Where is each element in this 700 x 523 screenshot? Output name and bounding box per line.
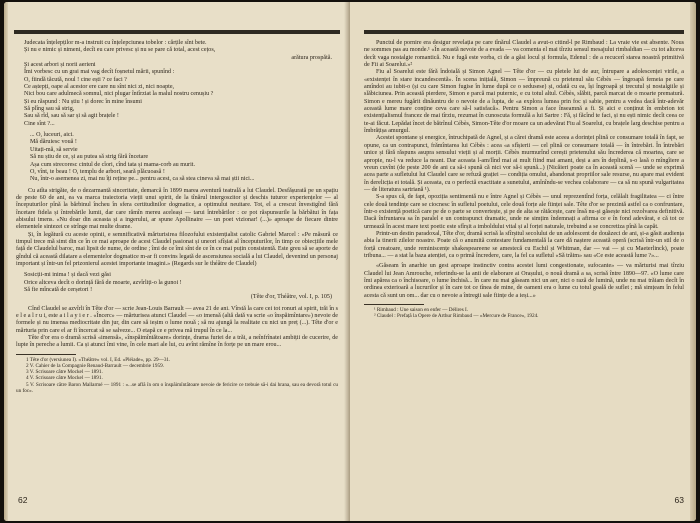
verse-line: Îmi vorbesc cu un grai mai vag decît foșnetul mării, spunînd : <box>24 69 175 76</box>
body-paragraph: Punctul de pornire era desigur revelația pe care tînărul Claudel a avut-o citind-l pe Rimbaud : La vraie vie est absente. Nous ne sommes pas au monde.¹ «În această nevoie de a evada — va comenta el mai tîrziu sensul mesajului rimbaldian — cu tot altceva decît vaga nostalgie romantică. Nu e fugă este vorba, ci de a găsi locul și formula, Edenul : de a recucerî starea noastră primitivă de Fii ai Soarelui.»² <box>364 40 684 69</box>
body-paragraph: Fiu al Soarelui este fără îndoială și Simon Agnel — Tête d'or — cu pletele lui de aur, întrupare a adolescenței virile, a «existenței în stare incandescentă». În scena inițială, Simon — împreună cu prietenul său Cébès — îngroapă femeia pe care amîndoi au iubit-o (și cu care Simon fugise în lume după ce o sedusese) și, odată cu ea, își îngroapă și trecutul și nostalgiile și slăbiciunea. Prin această pierdere, Simon e parcă mai puternic, e cu totul altul. Cébès, slăbit, parcă marcat de o moarte prematură. Simon e mereu fugărit dinăuntru de o nevoie de a lupta, de «a explora lumea prin foc și sabie, pentru a vedea dacă într-adevăr această lume mare conține ceva care să-l satisfacă». Pentru Simon a face înseamnă a fi. Și aici e conținut în embrion tot existențialismul francez de mai tîrziu, rezumat în cunoscuta formulă a lui Sartre : Fă, și făcînd te faci, și nu ești nimic decît ceea ce te-ai făcut. Lepădat încet de bătrînul Cébès, Simon-Tête d'or moare ca un adevărat Fiu al Soarelui, cu brațele larg deschise pentru a îmbrățișa amurgul. <box>364 69 684 135</box>
body-paragraph: S-a spus că, de fapt, opoziția sentimentă nu e între Agnel și Cébès — unul reprezentînd forța, celălalt fragilitatea — ci între cele două tendințe care se ciocnesc în sufletul poetului, cele două forțe ale ființei sale. Tête d'or se prezintă astfel ca o confruntare, într-o existență poetică care pe de o parte se convertește, și pe de alta se rătăcește, care însă nu-și găsește nici rezolvarea definitivă. Dacă înfruntarea sa în paralel e un contrapunct dramatic, unde ne simțim îndemnați a afirma ce e în fond adevărat, e că tot ce urmează în acest mare text poetic este sfîrșit a imboldului vital și al forței naturale, trebuind a se concretiza pînă la capăt. <box>364 194 684 230</box>
left-page-edge <box>4 2 8 521</box>
footnote-rule <box>16 354 76 355</box>
body-paragraph: Tête d'or era o dramă scrisă «imensă», «înspăimîntătoare» dorințe, drama furiei de a trăi, a neînfrînatei ambiții de cucerire, de lupte în pereche a lumii. Ca și atunci îmi vine, în cele mari ale lui, cu avînt rămîne în forțe pe un mare erou... <box>16 335 338 349</box>
verse-line: Nu, într-o asemenea zi, mai nu îți reține pe... pentru acest, ca să stea cineva să mai știi nici... <box>30 176 255 183</box>
body-paragraph: Cînd Claudel se azvîrli în Tête d'or — scrie Jean-Louis Barrault — avea 21 de ani. Vîrstă la care cei tot ronuri ai spirit, trăi în s e l e a l r u i, este a i l a y i e r . «Încerc» — mărturisea atunci Claudel — «o imensă (altă dată va scrie «o înspăimîntare») nevoie de formele și nu imensa mediocritate din jur, din care să ieșim o lume nouă ; să nu ajungă la realitate cu nici un preț (...). Tête d'or e mărturia prin care el ar fi încercat să se salveze... O etapă ce e privea mă trupul în ce la... <box>16 305 338 334</box>
footnote: 4 V. Scrisoare către Mockel — 1891. <box>26 375 103 382</box>
footnote: ² Claudel : Prefață la Opere de Arthur Rimbaud — «Mercure de France», 1924. <box>374 313 539 320</box>
footnotes-right <box>364 307 684 319</box>
footnotes-left <box>16 357 338 394</box>
verse-line: arătura prospătă. <box>291 54 332 61</box>
verse-line: Și nu e nimic și nimeni, decît eu care privesc și nu se pare că total, acest cețos, <box>24 47 216 54</box>
verse-line: Cine sînt ?... <box>24 120 55 127</box>
footnote: 2 V. Cahier de la Compagnie Renaud-Barrault — decembrie 1959. <box>26 362 164 369</box>
header-rule-right <box>364 30 684 34</box>
body-paragraph: Printr-un destin paradoxal, Tête d'or, dramă scrisă la sfîrșitul secolului de un adolescent de douăzeci de ani, și-a găsit audiența abia la tinerii zilelor noastre. Poate că o anumită contestare fundamentală la care dă naștere această operă (scrisă într-un stil de o forță creatoare, unde reminiscențe shakespeareene se amestecă cu Eschil și Whitman, dar — vai — și cu Maeterlinck), poate tribuna... — a stat la baza atenției, ca o primă încredere, care, la fel ca sufletul «Să trăim» sau «Ce este această lume ?»... <box>364 230 684 259</box>
left-page <box>4 2 348 521</box>
right-page-edge <box>690 2 696 521</box>
footnote: 3 V. Scrisoare către Mockel — 1891. <box>26 369 103 376</box>
verse-block-2 <box>24 132 338 183</box>
header-rule-left <box>14 30 340 34</box>
footnote: 5 V. Scrisoare către Baron Mallarmé — 1891 : «...se află în om o înspăimîntătoare nevoie de fericire ce trebuie să-i dai hrana, sau ea devoră totul cu un foc». <box>16 381 338 394</box>
left-page-text <box>16 40 338 394</box>
footnote: 1 Tête d'or (versiunea I). «Théâtre» vol. I, Ed. «Pléiade», pp. 29—31. <box>26 356 171 363</box>
right-page <box>350 2 696 521</box>
quote-line: Sosicții-mi inima ! și dacă vezi găsi <box>24 272 111 279</box>
verse-line: Ce aștepți, oape al acestor ere care nu sînt nici zi, nici noapte, <box>24 84 175 91</box>
quote-source: (Tête d'or, Théâtre, vol. I, p. 105) <box>250 294 332 301</box>
footnote-rule <box>364 304 424 305</box>
quote-block <box>24 272 338 301</box>
quote-line: Orice altceva decît o dorință fără de moarte, azvîrliți-o la gunoi ! <box>24 279 182 286</box>
verse-line: Judecata înțelepților m-a instruit cu înțelepciunea tobelor : cărțile sînt bete. <box>24 40 207 46</box>
page-number-right: 63 <box>674 495 684 505</box>
page-number-left: 62 <box>18 495 28 505</box>
verse-line: O, fiindă tăcută, noul ! cine ești ? ce faci ? <box>24 76 127 83</box>
verse-line: ... O, luceuri, aici. <box>30 132 74 139</box>
quote-line: Să fie mîncată de cerșetori ! <box>24 287 93 293</box>
verse-line: O, vînt, te beau ! O, templu de arbori, seară plăcuoasă ! <box>30 168 165 175</box>
body-paragraph: Și, în legătură cu aceste opinii, e semnificativă mărturisirea filozofului existențialist catolic Gabriel Marcel : «Pe măsură ce timpul trece mă simt din ce în ce mai aproape de acest Claudel pasionat și uneori sfîșiat al începuturilor, în timp ce obiecțiile mele față de Claudelul baroc, mai lipsit de nume, de ordine ; îmi de ce îmi sînt de ce în ce mai puțin consistentă. Este greu să se aporte de gîndul că aceastâ dilatare a elementelor dogmatice m-ar fi convins legată de ascensiunea socială a lui Claudel, devenind un personaj important și într-un fel prizonierul acestei importante imagini.» (Regards sur le théâtre de Claudel) <box>16 231 338 267</box>
verse-line: Mă dăruiesc vouă ! <box>30 139 77 146</box>
book-spread <box>4 2 696 521</box>
verse-line: Să plîng sau să strig, <box>24 106 75 113</box>
verse-line: Uitați-mă, să servie <box>30 146 78 153</box>
body-paragraph: Cu atîta strigăte, de o dezarmantă sinceritate, demarcă în 1899 marea aventură teatrală a lui Claudel. Desfășurată pe un spațiu de peste 60 de ani, ea va marca traiectoria vieții unui spirit, de la tînărul intergoszitor și deschis tuturor experiențelor — al începuturilor pînă la bărbinul încheu în sfera certitudinilor dogmatice, a optimului neuitare. Tot, el a crescut învestigînd fără încetare fidela și întrebările lumii, dar care rămîn mereu aceleași — tarui întrebărilor : ce pot răspunsurile la bărbătui în fața abisului imens. «Nu doar din aceasta și a ingerului, ar spune Apollinaire — un poet vizionar! (...)» aproape de fiecare dintre elementele sintezei ce strînge mai multe drame. <box>16 187 338 231</box>
verse-line: Și eu răspund : Nu știu ! și dorec în mine însumi <box>24 98 142 105</box>
verse-line: Sau să rîd, sau să sar și să agit brațele ! <box>24 113 119 120</box>
verse-line: Nici bou care adulmecă somnul, nici plugar întîrziat la malul nostru cenușiu ? <box>24 91 214 98</box>
right-page-text <box>364 40 684 319</box>
body-paragraph: Acestei spontane și energice, întruchipată de Agnel, și a cărei dramă este aceea a dorinței plină ce consumare totală în fapt, se opune, ca un contrapunct, frămîntarea lui Cébès : acea «a sfîșierii — cel plină ce consumare totală — în întrebări. În întrebări unice și fără răspuns asupra sensului vieții și al morții. Cébès murmurînd cerești prietenului său încrederea că moartea, care se apropie, nu-l va reduce la neant. Dar aceasta l-am/lînd mai ai mult fiind mai amant, deși a ars în deplină, s-o lasă o mîngîiere a vreun cuvînt (de peste 200 de ani ca să-i spună că nici vor să-i spună...) (Nicăieri poate ca în această scenă — unde se exprimă acea parte a sufletului lui Claudel care se refuză grației — condiția omului, abandonat propriilor sale resurse, nu apare mai evident în derelicția ei totală. Și aceasta, cu o perfectă exactitate a sunetului, amînîndu-se vechea colaborare — ca să nu spună vulgaritatea — de literatura sartriană ¹). <box>364 135 684 193</box>
verse-block-1 <box>24 40 338 128</box>
verse-line: Să nu știu de ce, și au putea să strig fără încetare <box>30 154 149 161</box>
footnote: ¹ Rimbaud : Une saison en enfer — Délires I. <box>374 307 469 314</box>
body-paragraph: «Găseam în anarhie un gest aproape instinctiv contra acestei lumi congestionate, sufocante» — va mărturisi mai tîrziu Claudel lui Jean Amrouche, referindu-se la anii de elaborare ai Orașului, o nouă dramă a sa, scrisă între 1890—97. «O lume care îmi apărea ca o închisoare, o lume închisă... în care nu mai găseam nici un aer, nici o rază de lumină, unde nu mai trăiam decît în ordinea exterioară a lucrurilor și în care tot ce tînea de mine, de oameni era o lume cu totul goală de suflet ; mă simțeam în felul acesta că sunt un om... dar cu o nevoie a întregii sale ființe de a ieși...» <box>364 263 684 299</box>
verse-line: Așa cum strecoresc cintul de cîori, cînd tata și mama-corb au murit. <box>30 161 195 168</box>
verse-line: Și acest arbori și norii aerieni <box>24 62 96 69</box>
